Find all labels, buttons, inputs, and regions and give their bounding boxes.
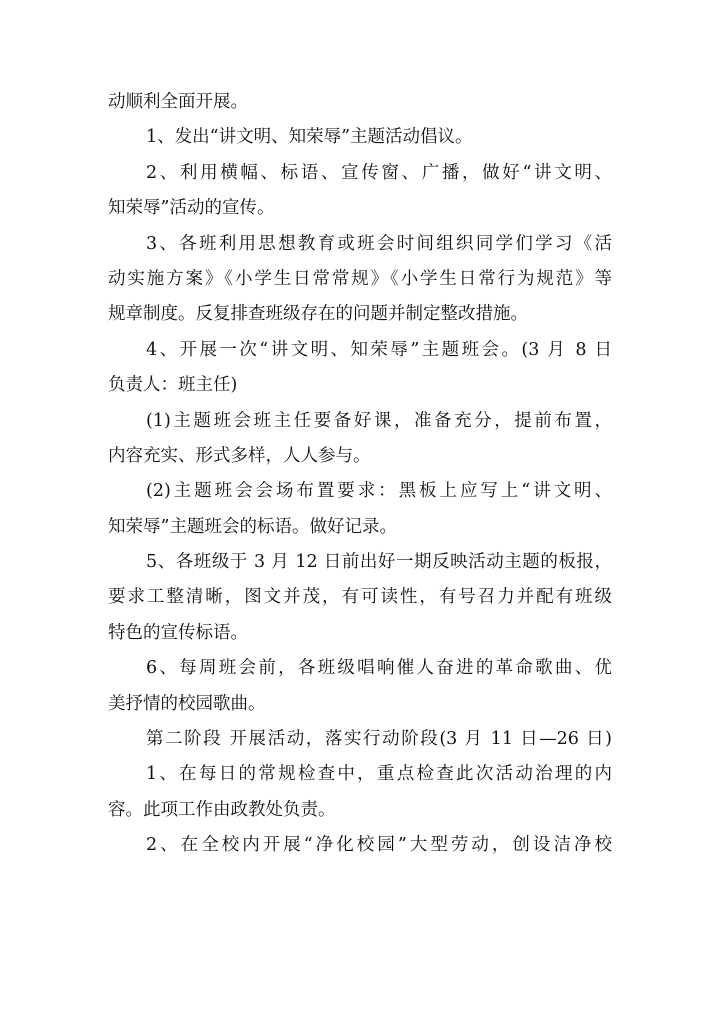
text-line: 5、各班级于 3 月 12 日前出好一期反映活动主题的板报， [146,552,612,573]
text-line: 2、利用横幅、标语、宣传窗、广播，做好“讲文明、 [146,162,612,183]
text-line: 知荣辱”活动的宣传。 [108,198,275,219]
text-line: (1)主题班会班主任要备好课，准备充分，提前布置， [146,410,612,431]
text-line: 6、每周班会前，各班级唱响催人奋进的革命歌曲、优 [146,658,612,679]
text-line: 4、开展一次“讲文明、知荣辱”主题班会。(3 月 8 日 [146,339,612,360]
text-line: 负责人：班主任) [108,375,238,396]
text-line: 3、各班利用思想教育或班会时间组织同学们学习《活 [146,233,612,254]
text-line: 2、在全校内开展“净化校园”大型劳动，创设洁净校 [146,835,612,856]
text-line: 要求工整清晰，图文并茂，有可读性，有号召力并配有班级 [108,587,612,608]
text-line: 1、发出“讲文明、知荣辱”主题活动倡议。 [146,127,473,148]
text-line: 内容充实、形式多样，人人参与。 [108,445,371,466]
text-line: 容。此项工作由政教处负责。 [108,799,336,820]
text-line: 规章制度。反复排查班级存在的问题并制定整改措施。 [108,304,528,325]
text-line: 美抒情的校园歌曲。 [108,693,266,714]
text-line: 动顺利全面开展。 [108,92,248,112]
document-body [108,85,612,864]
text-line: 知荣辱”主题班会的标语。做好记录。 [108,516,397,537]
text-line: 动实施方案》《小学生日常常规》《小学生日常行为规范》等 [108,268,612,289]
text-line: 特色的宣传标语。 [108,622,248,643]
text-line: 第二阶段 开展活动，落实行动阶段(3 月 11 日—26 日) [146,729,612,750]
text-line: (2)主题班会会场布置要求：黑板上应写上“讲文明、 [146,481,612,502]
text-line: 1、在每日的常规检查中，重点检查此次活动治理的内 [146,764,612,785]
